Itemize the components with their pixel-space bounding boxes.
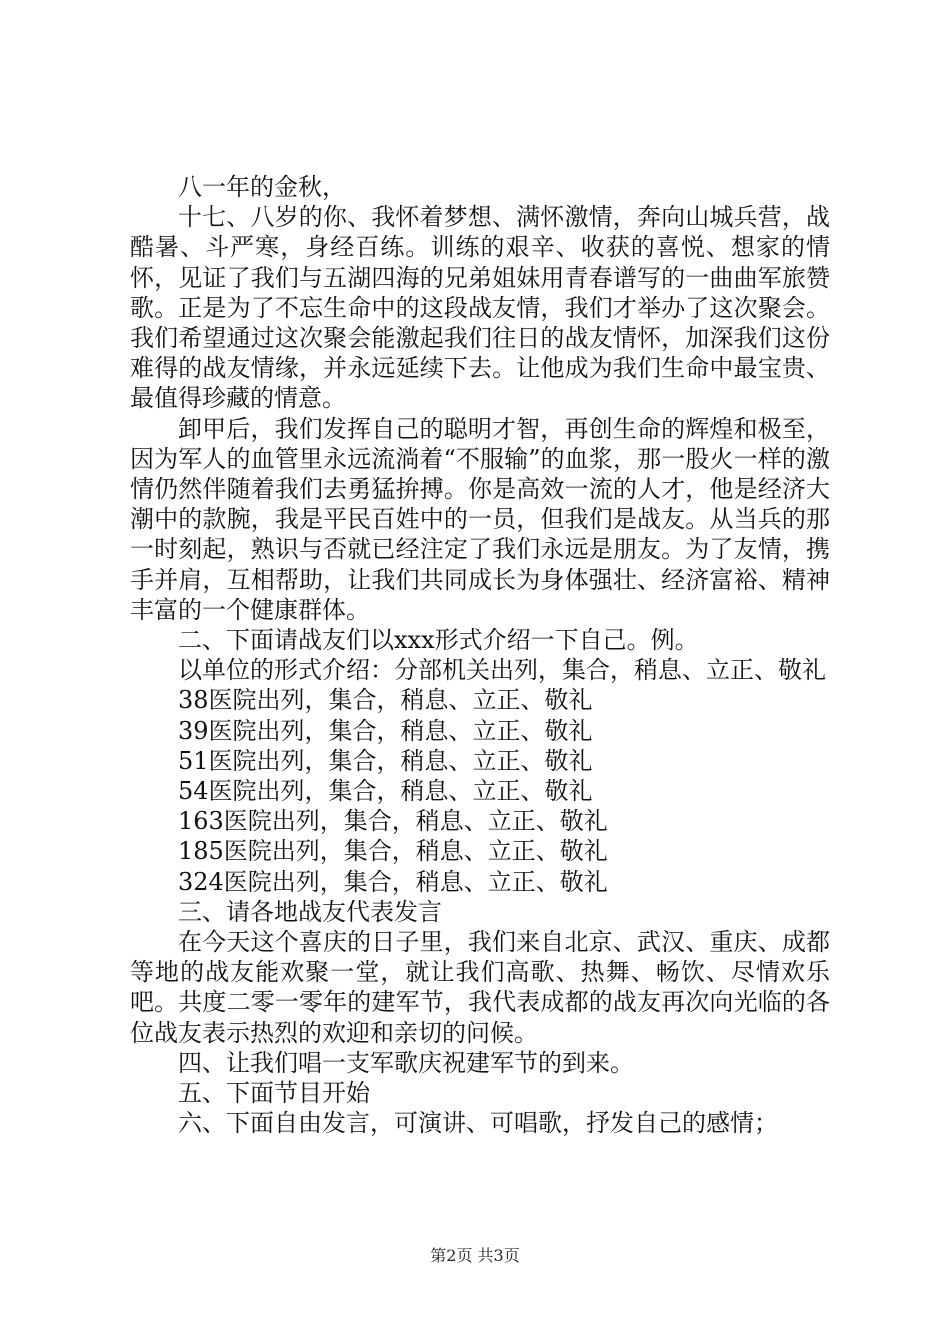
section-two-heading: 二、下面请战友们以xxx形式介绍一下自己。例。 <box>178 626 699 655</box>
section-five-heading: 五、下面节目开始 <box>178 1079 370 1108</box>
section-four-heading: 四、让我们唱一支军歌庆祝建军节的到来。 <box>178 1048 634 1077</box>
document-body <box>130 172 830 1139</box>
list-item-hospital-51: 51医院出列，集合，稍息、立正、敬礼 <box>178 746 593 775</box>
list-item-hospital-163: 163医院出列，集合，稍息、立正、敬礼 <box>178 807 608 836</box>
paragraph-enlistment: 十七、八岁的你、我怀着梦想、满怀激情，奔向山城兵营，战酷暑、斗严寒，身经百练。训练的艰辛、收获的喜悦、想家的情怀，见证了我们与五湖四海的兄弟姐妹用青春谱写的一曲曲军旅赞歌。正是为了不忘生命中的这段战友情，我们才举办了这次聚会。我们希望通过这次聚会能激起我们往日的战友情怀，加深我们这份难得的战友情缘，并永远延续下去。让他成为我们生命中最宝贵、最值得珍藏的情意。 <box>130 203 830 413</box>
section-six-heading: 六、下面自由发言，可演讲、可唱歌，抒发自己的感情； <box>178 1109 778 1138</box>
paragraph-after-service: 卸甲后，我们发挥自己的聪明才智，再创生命的辉煌和极至，因为军人的血管里永远流淌着“不服输”的血浆，那一股火一样的激情仍然伴随着我们去勇猛拚搏。你是高效一流的人才，他是经济大潮中的款腕，我是平民百姓中的一员，但我们是战友。从当兵的那一时刻起，熟识与否就已经注定了我们永远是朋友。为了友情，携手并肩，互相帮助，让我们共同成长为身体强壮、经济富裕、精神丰富的一个健康群体。 <box>130 414 830 624</box>
list-item-hospital-185: 185医院出列，集合，稍息、立正、敬礼 <box>178 837 608 866</box>
section-three-heading: 三、请各地战友代表发言 <box>178 897 442 926</box>
paragraph-unit-intro: 以单位的形式介绍：分部机关出列，集合，稍息、立正、敬礼 <box>178 656 826 685</box>
list-item-hospital-39: 39医院出列，集合，稍息、立正、敬礼 <box>178 716 593 745</box>
list-item-hospital-324: 324医院出列，集合，稍息、立正、敬礼 <box>178 867 608 896</box>
list-item-hospital-38: 38医院出列，集合，稍息、立正、敬礼 <box>178 686 593 715</box>
paragraph-celebration: 在今天这个喜庆的日子里，我们来自北京、武汉、重庆、成都等地的战友能欢聚一堂，就让我们高歌、热舞、畅饮、尽情欢乐吧。共度二零一零年的建军节，我代表成都的战友再次向光临的各位战友表示热烈的欢迎和亲切的问候。 <box>130 928 830 1047</box>
paragraph-autumn: 八一年的金秋， <box>178 173 346 201</box>
list-item-hospital-54: 54医院出列，集合，稍息、立正、敬礼 <box>178 777 593 806</box>
page-number-footer: 第2页 共3页 <box>430 1246 520 1265</box>
